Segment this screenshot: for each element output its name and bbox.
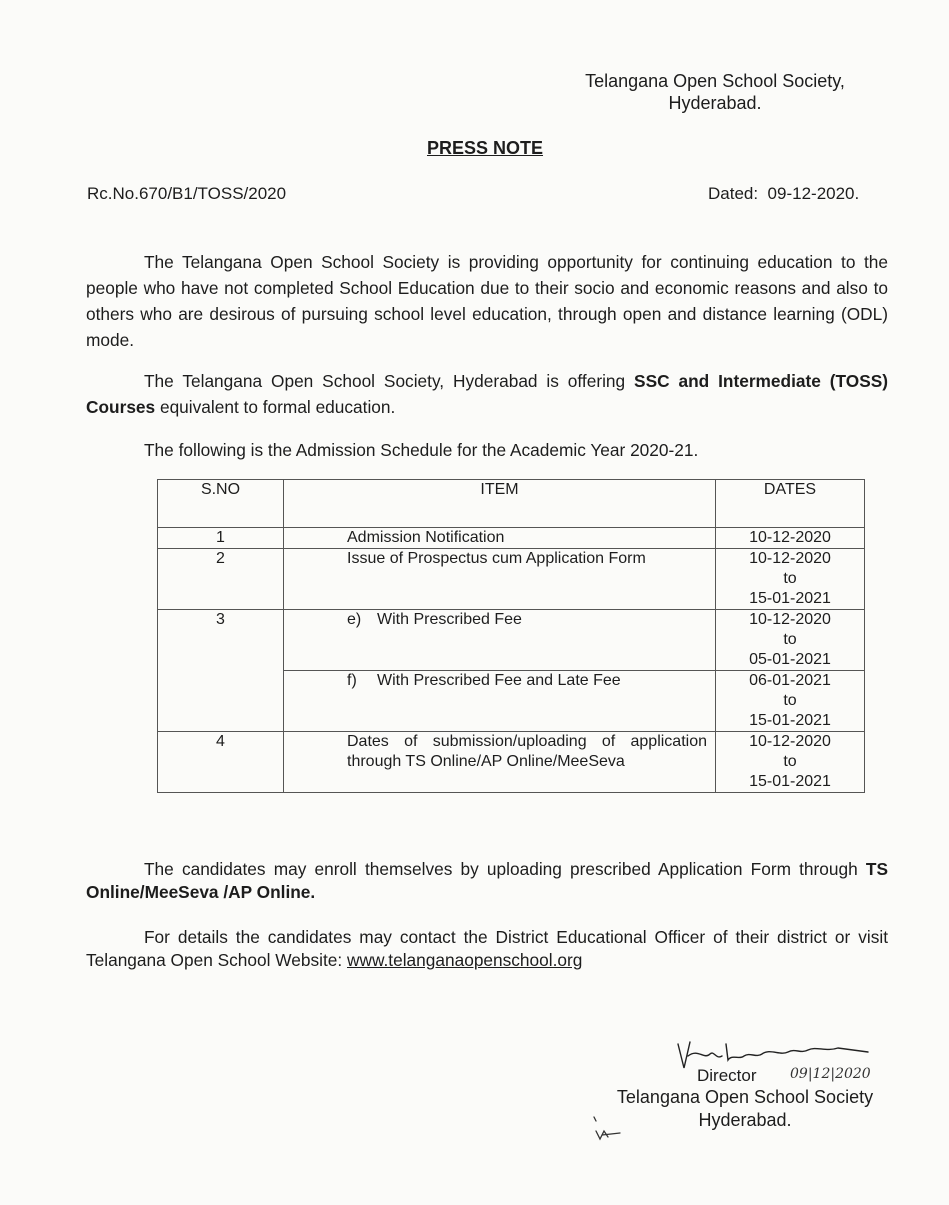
document-title: PRESS NOTE [426,138,544,158]
dated-value: 09-12-2020. [767,184,860,203]
date-start: 10-12-2020 [749,733,831,750]
date-end: 15-01-2021 [749,590,831,607]
row-item: Dates of submission/uploading of application through TS Online/AP Online/MeeSeva [284,732,716,793]
row-sno: 3 [158,610,284,732]
row-dates [716,549,865,610]
row-dates [716,610,865,671]
signatory-title: Director [697,1066,757,1085]
row-dates [716,732,865,793]
row-item: Admission Notification [284,528,716,549]
header-sno: S.NO [158,480,284,528]
date-to: to [783,692,797,709]
row-sno: 4 [158,732,284,793]
signatory-city: Hyderabad. [698,1110,792,1130]
paragraph-courses-text: The Telangana Open School Society, Hyderabad is offering [144,371,635,391]
header-item: ITEM [284,480,716,528]
signatory-org: Telangana Open School Society [616,1087,874,1107]
paragraph-enroll [86,858,888,904]
date-start: 06-01-2021 [749,672,831,689]
row-dates [716,528,865,549]
row-item: Issue of Prospectus cum Application Form [284,549,716,610]
website-link[interactable]: www.telanganaopenschool.org [347,950,583,970]
paragraph-intro-text: The Telangana Open School Society is providing opportunity for continuing education to the people who have not completed School Education due to their socio and economic reasons and also to others who are desirous of pursuing school level education, through open and distance learning (ODL) mode. [86,252,888,350]
item-text: With Prescribed Fee and Late Fee [377,672,621,689]
issuer-city: Hyderabad. [668,93,762,113]
issuer-block [520,70,910,114]
paragraph-contact-text: For details the candidates may contact the District Educational Officer of their district or visit Telangana Open School Website: [86,927,888,970]
date-start: 10-12-2020 [749,529,831,546]
date-line [708,184,859,204]
reference-number: Rc.No.670/B1/TOSS/2020 [87,184,287,203]
date-to: to [783,631,797,648]
date-end: 15-01-2021 [749,712,831,729]
initial-mark [590,1113,626,1147]
item-marker: f) [347,672,357,689]
courses-highlight: SSC and Intermediate (TOSS) Courses [86,371,888,417]
paragraph-courses [86,368,888,420]
paragraph-enroll-text: The candidates may enroll themselves by uploading prescribed Application Form through [144,859,866,879]
paragraph-schedule-intro [86,437,888,463]
paragraph-contact [86,926,888,972]
table-row [158,549,865,610]
table-row [158,610,865,671]
date-end: 15-01-2021 [749,773,831,790]
date-to: to [783,570,797,587]
date-start: 10-12-2020 [749,550,831,567]
table-header-row [158,480,865,528]
admission-schedule-table [157,479,865,793]
header-dates: DATES [716,480,865,528]
item-marker: e) [347,611,362,628]
issuer-name: Telangana Open School Society, [585,71,845,91]
row-sno: 1 [158,528,284,549]
signature-date: 09|12|2020 [790,1066,871,1082]
paragraph-intro [86,249,888,353]
row-sno: 2 [158,549,284,610]
paragraph-courses-tail: equivalent to formal education. [155,397,396,417]
row-item [284,671,716,732]
row-item [284,610,716,671]
row-dates [716,671,865,732]
schedule-intro-text: The following is the Admission Schedule for the Academic Year 2020-21. [144,440,699,460]
signatory-block [580,1086,910,1132]
table-row [158,732,865,793]
dated-label: Dated: [708,184,759,203]
table-row [158,528,865,549]
date-to: to [783,753,797,770]
date-start: 10-12-2020 [749,611,831,628]
enroll-channels: TS Online/MeeSeva /AP Online. [86,859,888,902]
item-text: With Prescribed Fee [377,611,522,628]
date-end: 05-01-2021 [749,651,831,668]
